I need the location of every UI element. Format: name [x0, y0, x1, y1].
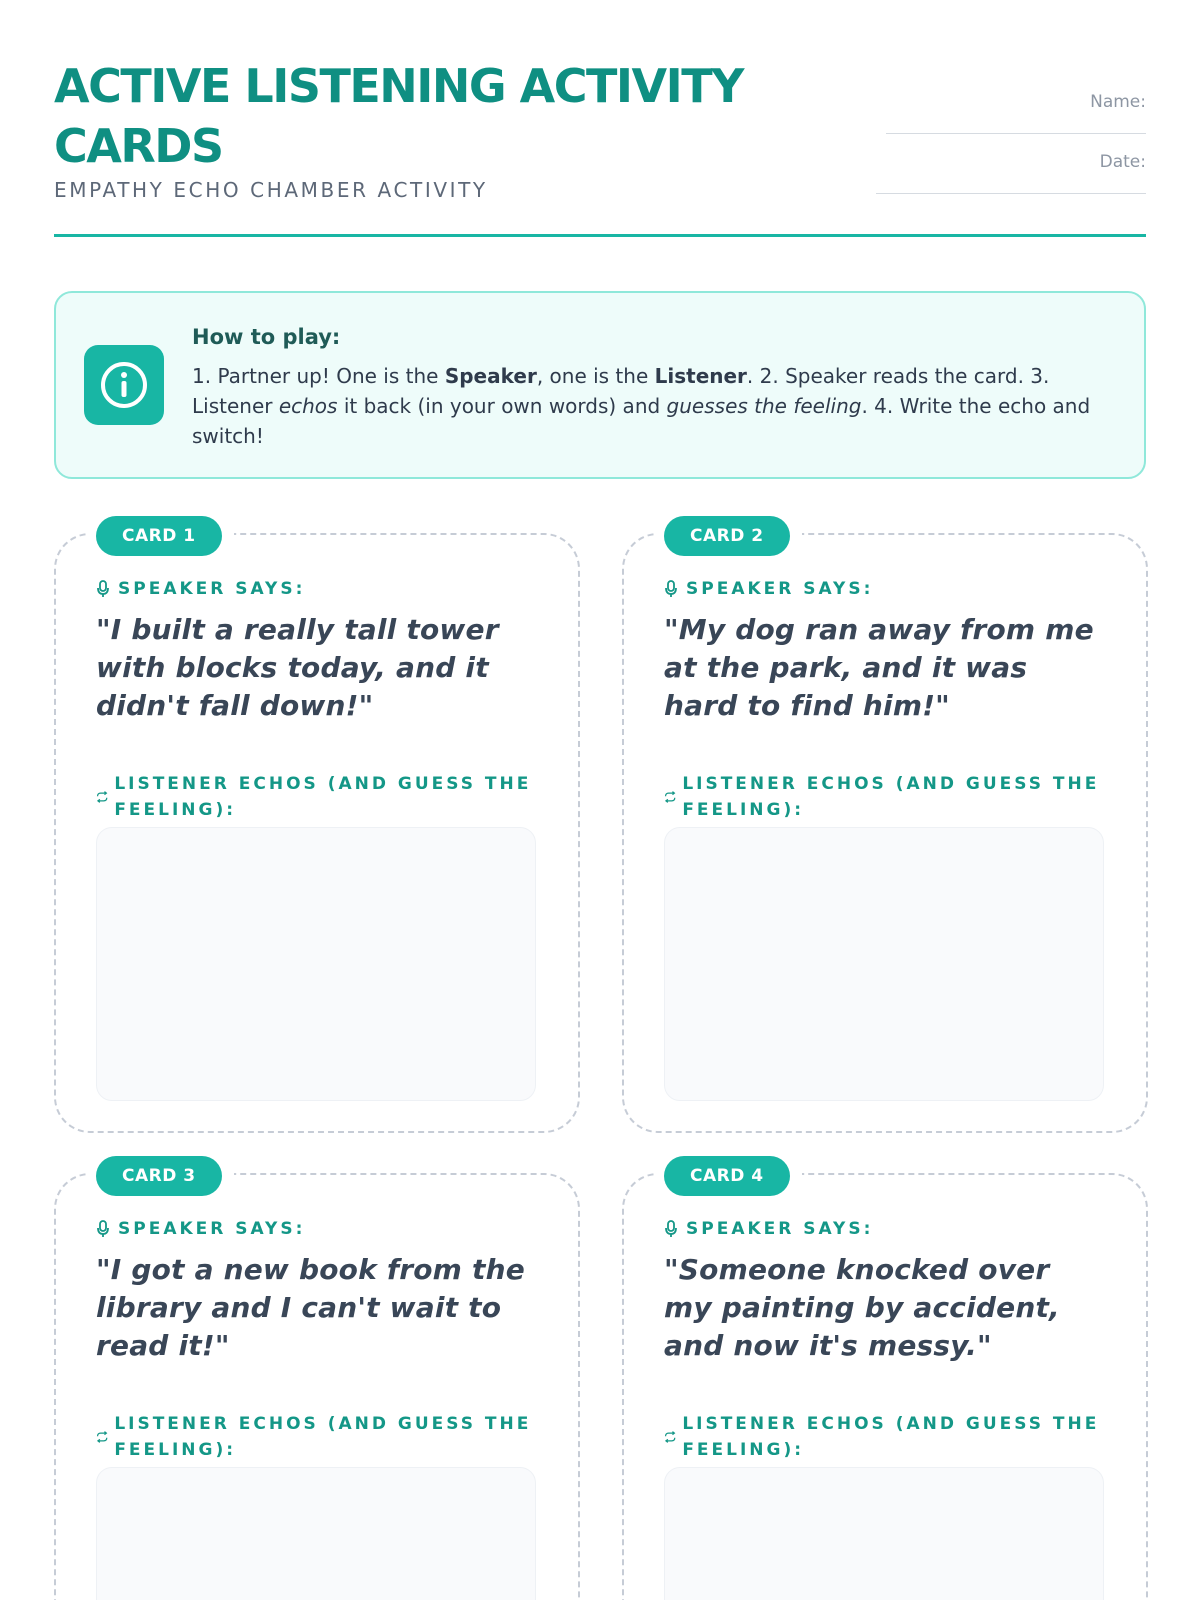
repeat-arrows-icon: [664, 1429, 676, 1445]
worksheet-header: [54, 56, 1146, 236]
listener-echo-label: LISTENER ECHOS (AND GUESS THE FEELING):: [96, 771, 536, 823]
microphone-icon: [664, 580, 678, 598]
date-line[interactable]: [876, 193, 1146, 194]
header-divider: [54, 234, 1146, 237]
repeat-arrows-icon: [96, 1429, 108, 1445]
echo-answer-box[interactable]: [664, 827, 1104, 1101]
speaker-says-label: SPEAKER SAYS:: [96, 1219, 305, 1239]
speaker-quote: "I built a really tall tower with blocks today, and it didn't fall down!": [96, 613, 499, 722]
echo-answer-box[interactable]: [96, 1467, 536, 1600]
speaker-says-label: SPEAKER SAYS:: [664, 579, 873, 599]
card-tag: CARD 2: [664, 516, 790, 556]
activity-card: [622, 1166, 1148, 1600]
name-label: Name:: [1090, 92, 1146, 112]
card-tag: CARD 4: [664, 1156, 790, 1196]
microphone-icon: [664, 1220, 678, 1238]
speaker-quote: "Someone knocked over my painting by accident, and now it's messy.": [664, 1253, 1060, 1362]
speaker-says-label: SPEAKER SAYS:: [664, 1219, 873, 1239]
listener-echo-label: LISTENER ECHOS (AND GUESS THE FEELING):: [96, 1411, 536, 1463]
name-date-fields: [866, 92, 1146, 212]
date-field[interactable]: [866, 152, 1146, 212]
activity-card: [54, 1166, 580, 1600]
speaker-quote: "I got a new book from the library and I can't wait to read it!": [96, 1253, 525, 1362]
info-icon: [84, 345, 164, 425]
name-line[interactable]: [886, 133, 1146, 134]
repeat-arrows-icon: [96, 789, 108, 805]
card-tag: CARD 1: [96, 516, 222, 556]
microphone-icon: [96, 1220, 110, 1238]
name-field[interactable]: [866, 92, 1146, 152]
page-title: ACTIVE LISTENING ACTIVITY CARDS: [54, 59, 743, 173]
echo-answer-box[interactable]: [664, 1467, 1104, 1600]
speaker-says-label: SPEAKER SAYS:: [96, 579, 305, 599]
listener-echo-label: LISTENER ECHOS (AND GUESS THE FEELING):: [664, 1411, 1104, 1463]
page-subtitle: EMPATHY ECHO CHAMBER ACTIVITY: [54, 178, 488, 202]
listener-echo-label: LISTENER ECHOS (AND GUESS THE FEELING):: [664, 771, 1104, 823]
speaker-quote: "My dog ran away from me at the park, and it was hard to find him!": [664, 613, 1094, 722]
card-tag: CARD 3: [96, 1156, 222, 1196]
repeat-arrows-icon: [664, 789, 676, 805]
how-to-play-title: How to play:: [192, 325, 341, 349]
activity-card: [622, 526, 1148, 1133]
how-to-play-instructions: 1. Partner up! One is the Speaker, one is the Listener. 2. Speaker reads the card. 3. Listener echos it back (in your own words) and guesses the feeling. 4. Write the echo and switch!: [192, 364, 1091, 448]
activity-card: [54, 526, 580, 1133]
how-to-play-box: [54, 291, 1146, 479]
echo-answer-box[interactable]: [96, 827, 536, 1101]
date-label: Date:: [1099, 152, 1146, 172]
microphone-icon: [96, 580, 110, 598]
